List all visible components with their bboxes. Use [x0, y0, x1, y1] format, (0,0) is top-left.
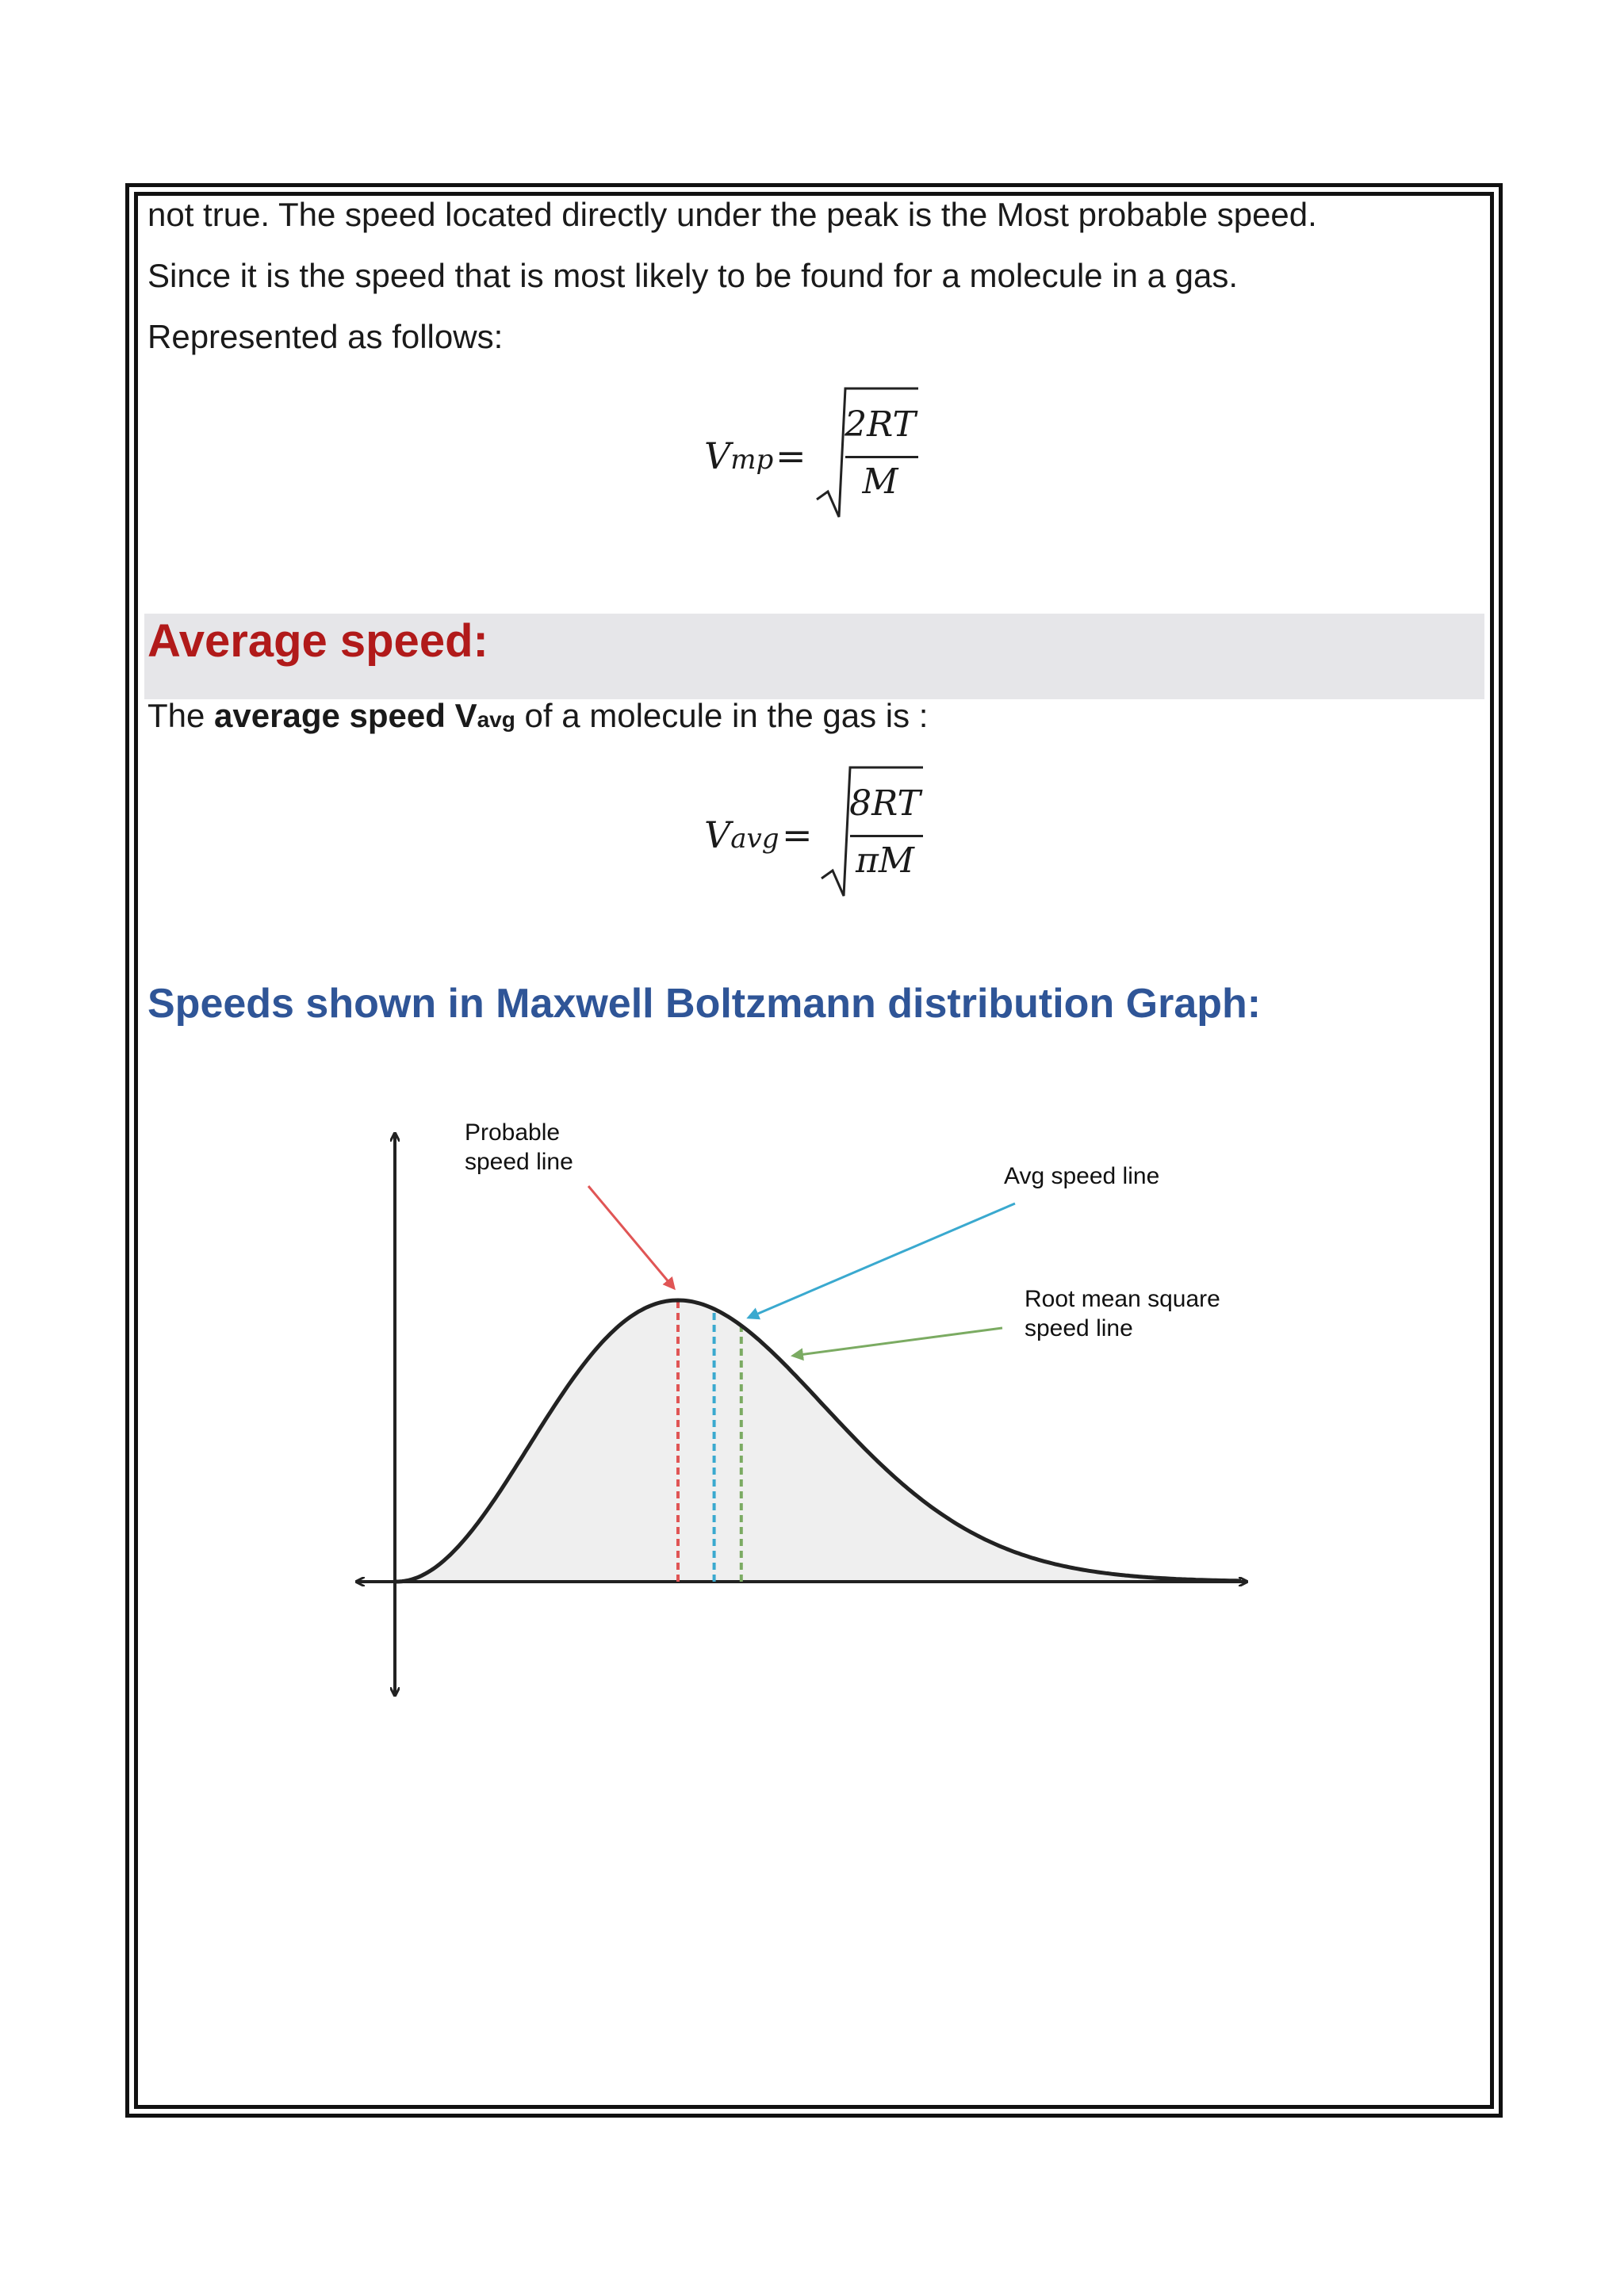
fraction-denominator: πM	[856, 840, 914, 881]
label-probable-speed	[465, 1118, 573, 1177]
label-line: speed line	[1025, 1315, 1133, 1341]
label-avg-speed: Avg speed line	[1004, 1163, 1160, 1189]
sentence-text-end: of a molecule in the gas is :	[515, 697, 929, 734]
fraction-numerator: 2RT	[845, 404, 916, 445]
equals-sign: =	[782, 813, 813, 856]
label-rms-speed	[1025, 1284, 1220, 1343]
paragraph-line-1: not true. The speed located directly under the peak is the Most probable speed.	[147, 196, 1317, 233]
equation-lhs: Vavg	[704, 813, 779, 856]
paragraph-line-2: Since it is the speed that is most likely to be found for a molecule in a gas.	[147, 257, 1239, 294]
section-heading-graph: Speeds shown in Maxwell Boltzmann distribution Graph:	[147, 981, 1262, 1027]
fraction-numerator: 8RT	[849, 783, 921, 824]
label-line: speed line	[465, 1149, 573, 1175]
rms-arrow	[793, 1328, 1002, 1356]
avg-arrow	[749, 1203, 1015, 1318]
sentence-bold-text: average speed	[214, 697, 446, 734]
sentence-symbol-subscript: avg	[477, 707, 515, 732]
paragraph-line-3: Represented as follows:	[147, 318, 504, 355]
label-line: Probable	[465, 1119, 561, 1146]
equation-lhs: Vmp	[704, 434, 774, 477]
sentence-symbol: V	[454, 697, 477, 734]
label-line: Root mean square	[1025, 1286, 1220, 1312]
equals-sign: =	[776, 434, 806, 477]
probable-arrow	[588, 1186, 674, 1288]
sentence-text: The	[147, 697, 215, 734]
section-heading-average-speed: Average speed:	[147, 615, 488, 667]
fraction-denominator: M	[862, 461, 898, 502]
